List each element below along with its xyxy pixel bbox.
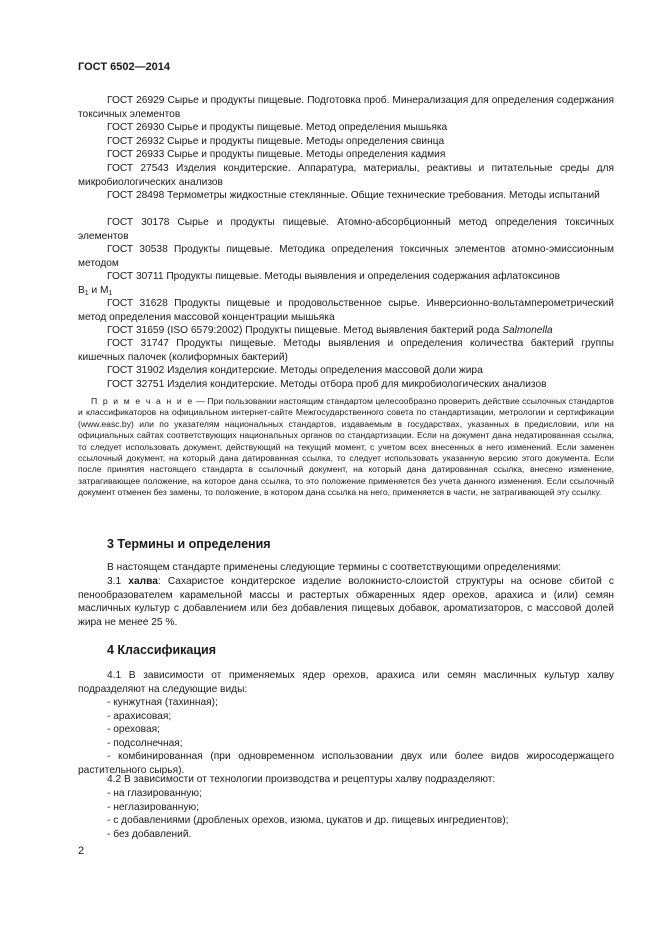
list-item: - неглазированную;	[107, 801, 199, 813]
ref-26932: ГОСТ 26932 Сырье и продукты пищевые. Методы определения свинца	[107, 136, 445, 147]
list-item: - ореховая;	[107, 724, 160, 736]
ref-26933: ГОСТ 26933 Сырье и продукты пищевые. Методы определения кадмия	[107, 149, 446, 160]
ref-30538: ГОСТ 30538 Продукты пищевые. Методика определения токсичных элементов атомно-эмиссионным методом	[78, 244, 614, 269]
list-item: - на глазированную;	[107, 788, 202, 799]
note-block	[78, 396, 614, 499]
section-4-p2: 4.2 В зависимости от технологии производства и рецептуры халву подразделяют:	[107, 774, 496, 785]
section-4-p1: 4.1 В зависимости от применяемых ядер орехов, арахиса или семян масличных культур халву подразделяют на следующие виды:	[78, 670, 614, 695]
ref-26930: ГОСТ 26930 Сырье и продукты пищевые. Метод определения мышьяка	[107, 122, 448, 133]
list-item: - подсолнечная;	[107, 737, 183, 749]
list-4-1	[78, 696, 614, 778]
term-name: халва	[128, 576, 158, 587]
ref-30711-b: B	[78, 284, 85, 296]
list-item: - без добавлений.	[107, 828, 192, 840]
ref-26929: ГОСТ 26929 Сырье и продукты пищевые. Подготовка проб. Минерализация для определения содержания токсичных элементов	[78, 95, 614, 120]
ref-31747: ГОСТ 31747 Продукты пищевые. Методы выявления и определения количества бактерий группы кишечных палочек (колиформных бактерий)	[78, 338, 614, 363]
document-header: ГОСТ 6502—2014	[78, 61, 171, 73]
note-text: — При пользовании настоящим стандартом целесообразно проверить действие ссылочных стандартов и классификаторов на официальном интернет-сайте Межгосударственного совета по стандартизации, метрологии и сертификации (www.easc.by) или по указателям национальных стандартов, издаваемым в государствах, указанных в предисловии, или на официальных сайтах соответствующих национальных органов по стандартизации. Если на документ дана недатированная ссылка, то следует использовать документ, действующий на текущий момент, с учетом всех внесенных в него изменений. Если заменен ссылочный документ, на который дана датированная ссылка, то следует использовать указанную версию этого документа. Если после принятия настоящего стандарта в ссылочный документ, на который дана датированная ссылка, внесено изменение, затрагивающее положение, на которое дана ссылка, то это положение применяется без учета данного изменения. Если ссылочный документ отменен без замены, то положение, в котором дана ссылка на него, применяется в части, не затрагивающей эту ссылку.	[78, 396, 614, 498]
section-3-title: 3 Термины и определения	[107, 537, 271, 551]
section-4-title: 4 Классификация	[107, 643, 217, 657]
ref-31902: ГОСТ 31902 Изделия кондитерские. Методы определения массовой доли жира	[107, 365, 483, 376]
ref-30711-sub1: 1	[84, 289, 89, 297]
list-item: - кунжутная (тахинная);	[107, 697, 218, 708]
list-item: - арахисовая;	[107, 710, 172, 722]
note-label: П р и м е ч а н и е	[91, 396, 194, 406]
ref-27543: ГОСТ 27543 Изделия кондитерские. Аппаратура, материалы, реактивы и питательные среды для микробиологических анализов	[78, 163, 614, 188]
ref-30711-text: ГОСТ 30711 Продукты пищевые. Методы выявления и определения содержания афлатоксинов	[107, 271, 561, 282]
ref-31659-genus: Salmonella	[502, 325, 553, 336]
section-3-intro: В настоящем стандарте применены следующие термины с соответствующими определениями:	[107, 562, 562, 573]
list-item: - комбинированная (при одновременном использовании двух или более видов жиросодержащего растительного сырья).	[78, 751, 614, 776]
list-item: - с добавлениями (дробленых орехов, изюма, цукатов и др. пищевых ингредиентов);	[107, 815, 509, 827]
ref-31659	[78, 324, 614, 338]
ref-30711-sub2: 1	[108, 289, 113, 297]
section-3-term	[78, 575, 614, 629]
ref-32751: ГОСТ 32751 Изделия кондитерские. Методы отбора проб для микробиологических анализов	[107, 379, 547, 390]
list-4-2	[78, 787, 614, 841]
ref-31659-text: ГОСТ 31659 (ISO 6579:2002) Продукты пищевые. Метод выявления бактерий рода	[107, 325, 500, 336]
ref-31628: ГОСТ 31628 Продукты пищевые и продовольственное сырье. Инверсионно-вольтамперометрический метод определения массовой концентрации мышьяка	[78, 298, 614, 323]
ref-30711	[78, 270, 614, 300]
ref-30711-m: и M	[88, 284, 109, 296]
term-number: 3.1	[107, 576, 129, 587]
page-number: 2	[78, 845, 85, 857]
ref-28498: ГОСТ 28498 Термометры жидкостные стеклянные. Общие технические требования. Методы испытаний	[107, 190, 600, 201]
ref-30178: ГОСТ 30178 Сырье и продукты пищевые. Атомно-абсорбционный метод определения токсичных элементов	[78, 217, 614, 242]
term-definition: : Сахаристое кондитерское изделие волокнисто-слоистой структуры на основе сбитой с пенообразователем карамельной массы и растертых обжаренных ядер орехов, арахиса и (или) семян масличных культур с добавлением или без добавления пищевых добавок, ароматизаторов, с массовой долей жира не менее 25 %.	[78, 576, 614, 628]
